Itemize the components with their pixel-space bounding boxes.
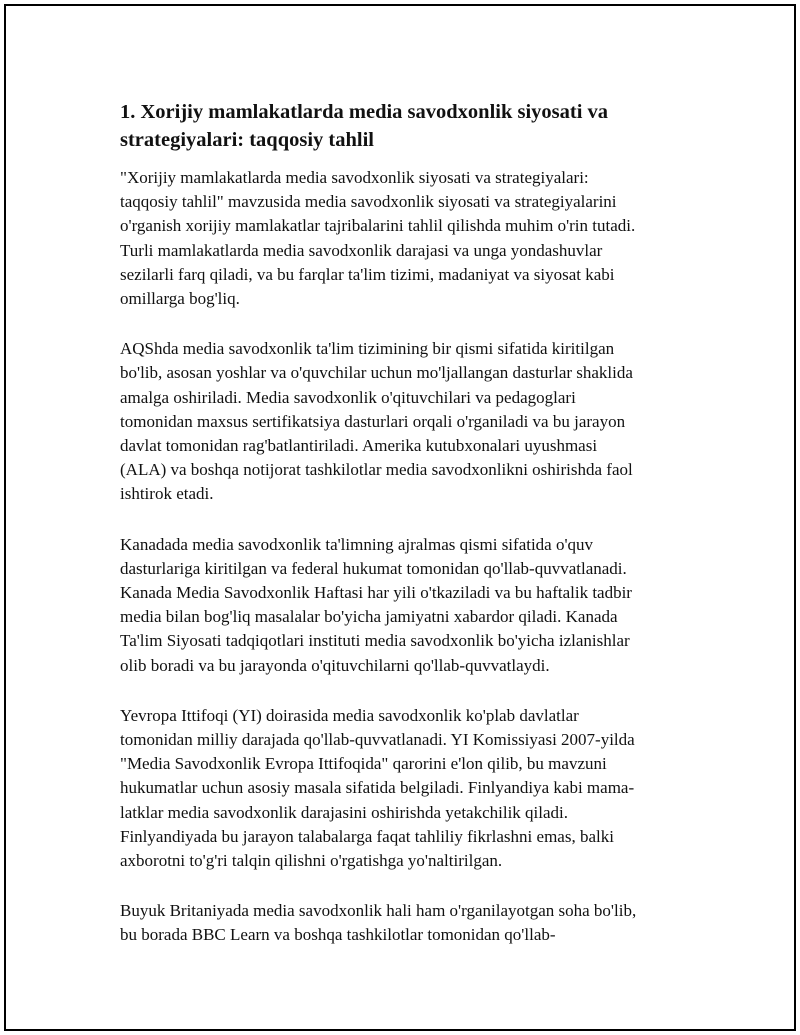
paragraph-uk: Buyuk Britaniyada media savodxonlik hali ham o'rganilayotgan soha bo'lib, bu borada BBC Learn va boshqa tashkilotlar tomonidan qo'llab- [120, 901, 637, 945]
section-heading: 1. Xorijiy mamlakatlarda media savodxonlik siyosati va strategiyalari: taqqosiy tahlil [120, 101, 609, 151]
paragraph-eu: Yevropa Ittifoqi (YI) doirasida media savodxonlik ko'plab davlatlar tomonidan milliy darajada qo'llab-quvvatlanadi. YI Komissiyasi 2007-yilda "Media Savodxonlik Evropa Ittifoqida" qarorini e'lon qilib, bu mavzuni hukumatlar uchun asosiy masala sifatida belgiladi. Finlyandiya kabi mama- latklar media savodxonlik darajasini oshirishda yetakchilik qiladi. Finlyandiyada bu jarayon talabalarga faqat tahliliy fikrlashni emas, balki axborotni to'g'ri talqin qilishni o'rgatishga yo'naltirilgan. [120, 705, 635, 871]
paragraph-intro: "Xorijiy mamlakatlarda media savodxonlik siyosati va strategiyalari: taqqosiy tahlil" mavzusida media savodxonlik siyosati va strategiyalarini o'rganish xorijiy mamlakatlar tajribalarini tahlil qilishda muhim o'rin tutadi. Turli mamlakatlarda media savodxonlik darajasi va unga yondashuvlar sezilarli farq qiladi, va bu farqlar ta'lim tizimi, madaniyat va siyosat kabi omillarga bog'liq. [120, 168, 636, 309]
paragraph-usa: AQShda media savodxonlik ta'lim tizimining bir qismi sifatida kiritilgan bo'lib, asosan yoshlar va o'quvchilar uchun mo'ljallangan dasturlar shaklida amalga oshiriladi. Media savodxonlik o'qituvchilari va pedagoglari tomonidan maxsus sertifikatsiya dasturlari orqali o'rganiladi va bu jarayon davlat tomonidan rag'batlantiriladi. Amerika kutubxonalari uyushmasi (ALA) va boshqa notijorat tashkilotlar media savodxonlikni oshirishda faol ishtirok etadi. [120, 339, 633, 504]
document-body [120, 98, 686, 974]
page-frame [4, 4, 796, 1031]
paragraph-canada: Kanadada media savodxonlik ta'limning ajralmas qismi sifatida o'quv dasturlariga kiritilgan va federal hukumat tomonidan qo'llab-quvvatlanadi. Kanada Media Savodxonlik Haftasi har yili o'tkaziladi va bu haftalik tadbir media bilan bog'liq masalalar bo'yicha jamiyatni xabardor qiladi. Kanada Ta'lim Siyosati tadqiqotlari instituti media savodxonlik bo'yicha izlanishlar olib boradi va bu jarayonda o'qituvchilarni qo'llab-quvvatlaydi. [120, 534, 632, 675]
